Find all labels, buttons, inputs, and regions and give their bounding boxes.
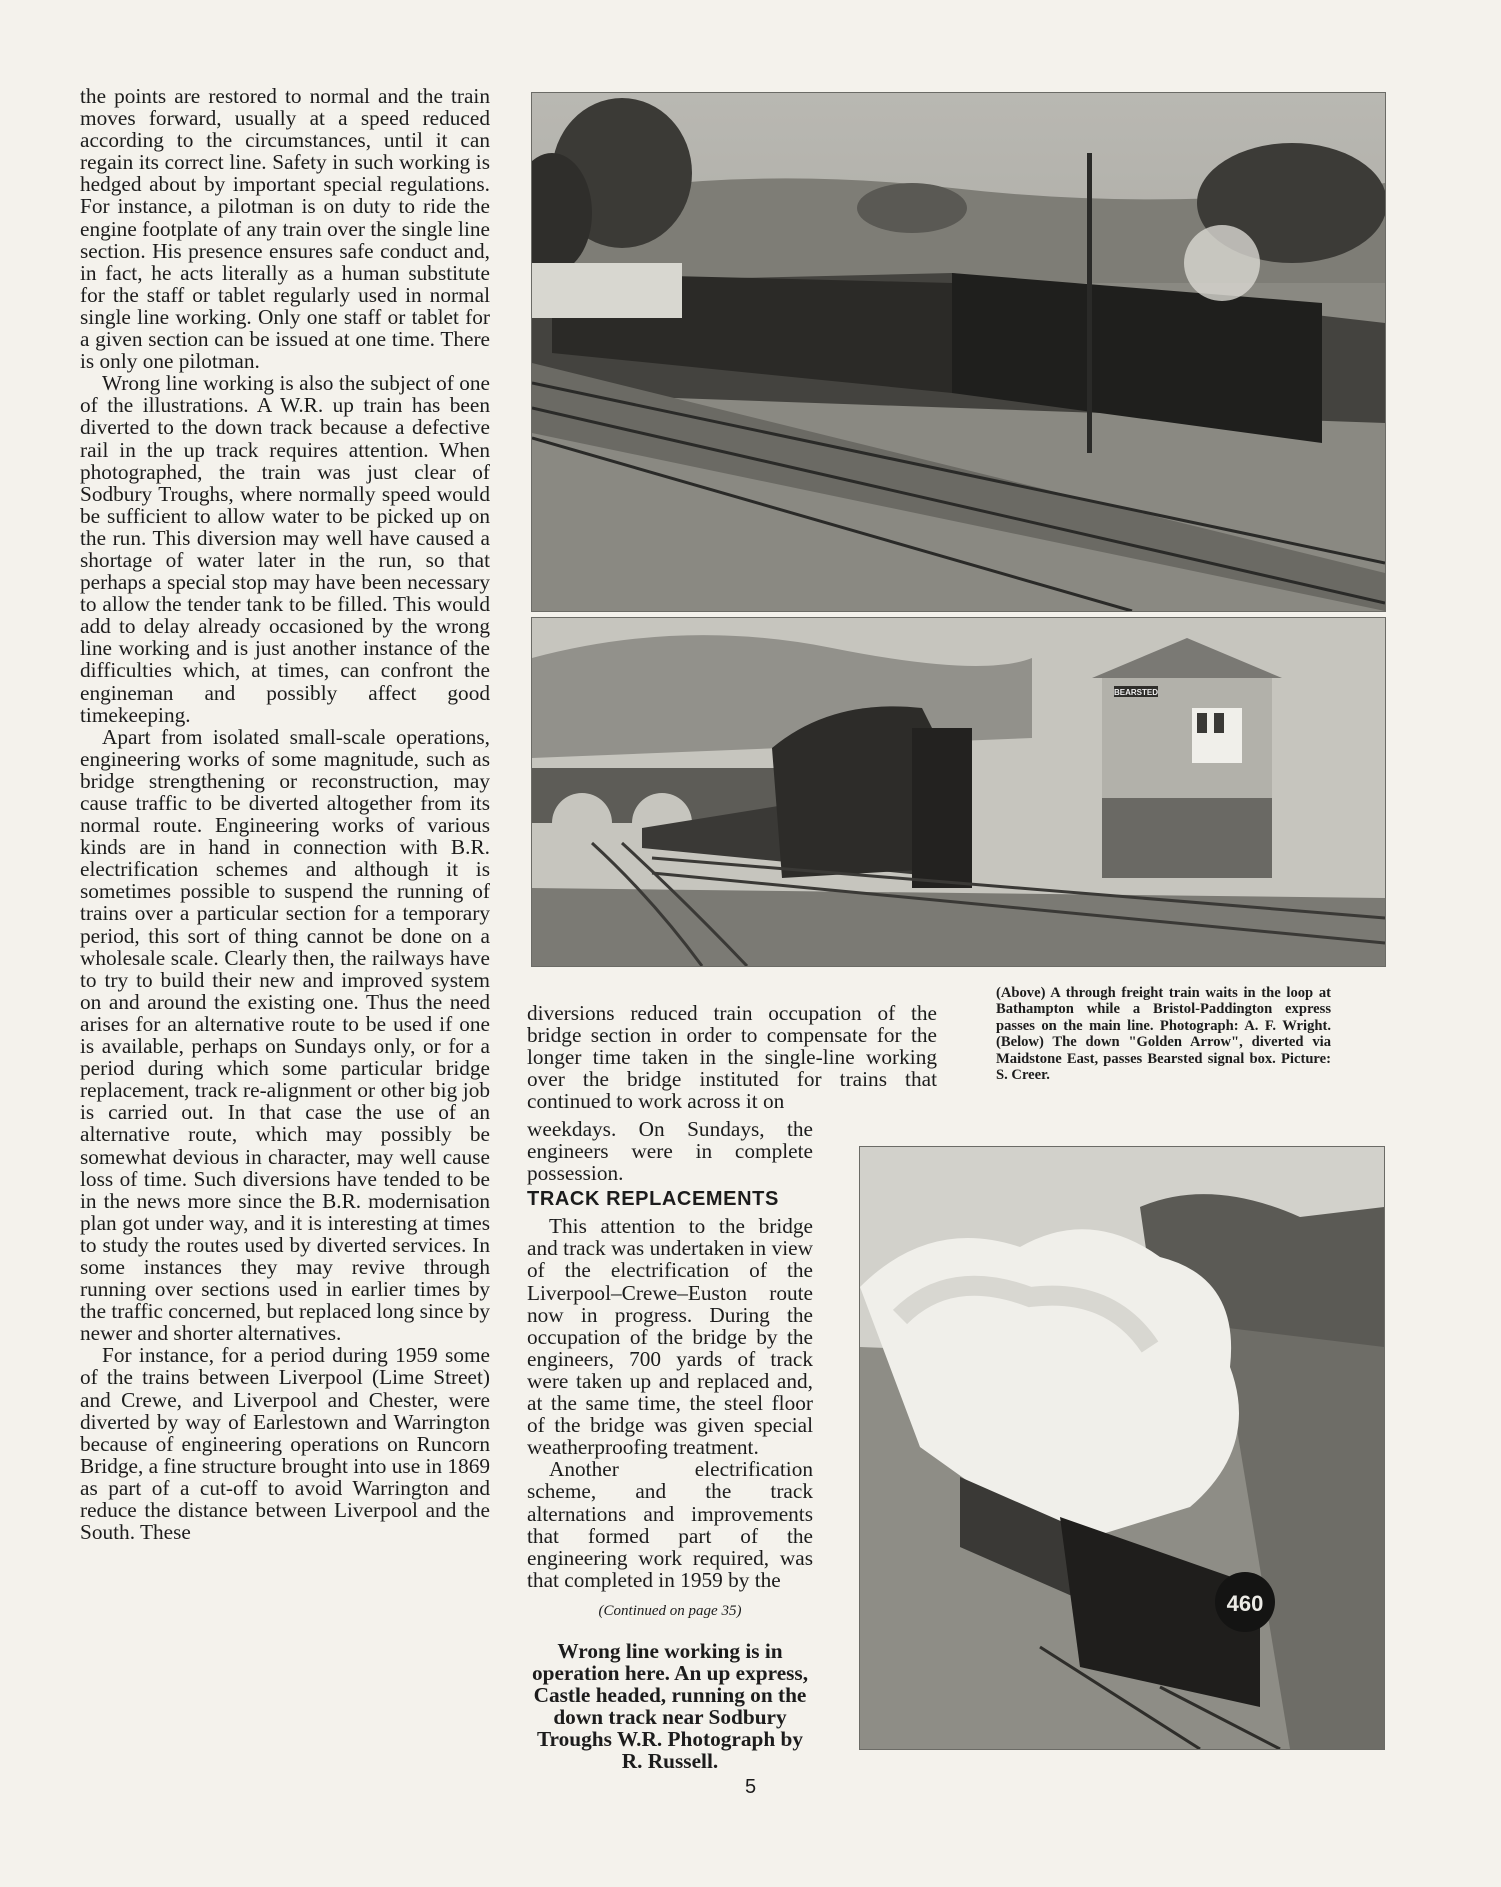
continued-note: (Continued on page 35) (598, 1602, 742, 1619)
photo-castle-express (859, 1146, 1385, 1750)
photo-caption-bottom: Wrong line working is in operation here. An up express, Castle headed, running on the down track near Sodbury Troughs W.R. Photograph by R. Russell. (531, 1638, 809, 1774)
photo-bathampton (531, 92, 1386, 612)
paragraph: Wrong line working is also the subject of one of the illustrations. A W.R. up train has been diverted to the down track because a defective rail in the up track requires attention. When photographed, the train was just clear of Sodbury Troughs, where normally speed would be sufficient to allow water to be picked up on the run. This diversion may well have caused a shortage of water later in the run, so that perhaps a special stop may have been necessary to allow the tender tank to be filled. This would add to delay already occasioned by the wrong line working and is just another instance of the difficulties which, at times, can confront the engineman and possibly affect good timekeeping. (80, 371, 490, 727)
paragraph: the points are restored to normal and the train moves forward, usually at a speed reduced according to the circumstances, until it can regain its correct line. Safety in such working is hedged about by important special regulations. For instance, a pilotman is on duty to ride the engine footplate of any train over the single line section. His presence ensures safe conduct and, in fact, he acts literally as a human substitute for the staff or tablet regularly used in normal single line working. Only one staff or tablet for a given section can be issued at one time. There is only one pilotman. (80, 84, 490, 374)
paragraph: weekdays. On Sundays, the engineers were in complete possession. (527, 1117, 813, 1186)
locomotive-number: 460 (1226, 1591, 1264, 1616)
section-heading: TRACK REPLACEMENTS (527, 1188, 779, 1211)
photo-caption-top: (Above) A through freight train waits in the loop at Bathampton while a Bristol-Paddington express passes on the main line. Photograph: A. F. Wright. (Below) The down "Golden Arrow", diverted via Maidstone East, passes Bearsted signal box. Picture: S. Creer. (996, 985, 1331, 1084)
left-text-column (80, 85, 490, 1543)
paragraph: Another electrification scheme, and the track alternations and improvements that formed part of the engineering work required, was that completed in 1959 by the (527, 1457, 813, 1592)
paragraph: diversions reduced train occupation of the bridge section in order to compensate for the longer time taken in the single-line working over the bridge instituted for trains that continued to work across it on (527, 1001, 937, 1114)
mid-text-column (527, 1118, 813, 1772)
signal-box-sign: BEARSTED (1113, 688, 1159, 697)
paragraph: This attention to the bridge and track was undertaken in view of the electrification of the Liverpool–Crewe–Euston route now in progress. During the occupation of the bridge by the engineers, 700 yards of track were taken up and replaced and, at the same time, the steel floor of the bridge was given special weatherproofing treatment. (527, 1214, 813, 1460)
paragraph: Apart from isolated small-scale operations, engineering works of some magnitude, such as bridge strengthening or reconstruction, may cause traffic to be diverted altogether from its normal route. Engineering works of various kinds are in hand in connection with B.R. electrification schemes and although it is sometimes possible to suspend the running of trains over a particular section for a temporary period, this sort of thing cannot be done on a wholesale scale. Clearly then, the railways have to try to build their new and improved system on and around the existing one. Thus the need arises for an alternative route to be used if one is available, perhaps on Sundays only, or for a period during which some particular bridge replacement, track re-alignment or other big job is carried out. In that case the use of an alternative route, which may possibly be somewhat devious in character, may well cause loss of time. Such diversions have tended to be in the news more since the B.R. modernisation plan got under way, and it is interesting at times to study the routes used by diverted services. In some instances they may revive through running over sections used in earlier times by the traffic concerned, but replaced long since by newer and shorter alternatives. (80, 724, 490, 1346)
page-number: 5 (744, 1776, 757, 1798)
photo-golden-arrow (531, 617, 1386, 967)
paragraph: For instance, for a period during 1959 some of the trains between Liverpool (Lime Street) and Crewe, and Liverpool and Chester, were diverted by way of Earlestown and Warrington because of engineering operations on Runcorn Bridge, a fine structure brought into use in 1869 as part of a cut-off to avoid Warrington and reduce the distance between Liverpool and the South. These (80, 1343, 490, 1545)
mid-text-wide (527, 1002, 937, 1112)
